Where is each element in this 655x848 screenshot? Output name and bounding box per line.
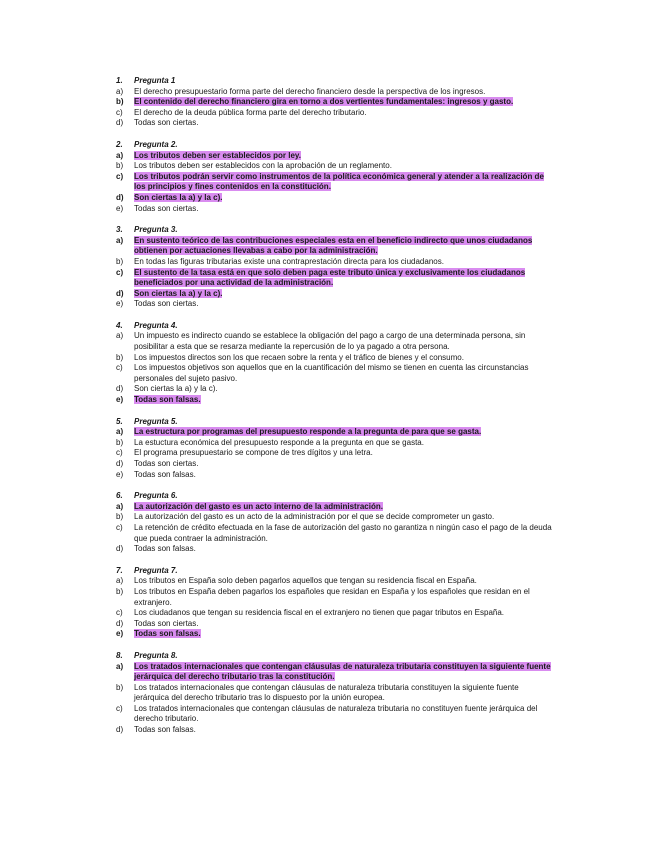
answer-option-highlighted [116,502,556,513]
answer-option [116,704,556,725]
option-text: Todas son ciertas. [134,203,199,213]
option-label: d) [116,544,124,554]
option-label: e) [116,203,124,213]
question-8 [116,651,556,736]
answer-option [116,448,556,459]
option-label: a) [116,150,124,160]
option-text: Los ciudadanos que tengan su residencia fiscal en el extranjero no tienen que pagar tributos en España. [134,608,505,618]
option-text: Los impuestos objetivos son aquellos que en la cuantificación del mismo se tienen en cuenta las circunstancias personales del sujeto pasivo. [134,363,529,383]
question-number: 1. [116,76,123,85]
question-1 [116,76,556,129]
answer-option-highlighted [116,172,556,193]
answer-option [116,87,556,98]
answer-option [116,161,556,172]
option-text: Todas son falsas. [134,395,201,405]
option-label: c) [116,448,123,458]
answer-option-highlighted [116,268,556,289]
answer-option [116,384,556,395]
option-label: c) [116,267,124,277]
option-label: d) [116,459,124,468]
option-label: b) [116,437,124,447]
option-text: Son ciertas la a) y la c). [134,192,223,202]
option-text: La estuctura económica del presupuesto responde a la pregunta en que se gasta. [134,437,424,447]
question-number: 5. [116,416,123,426]
answer-option [116,587,556,608]
option-text: Todas son falsas. [134,544,196,554]
option-text: Todas son falsas. [134,469,196,479]
answer-option-highlighted [116,662,556,683]
question-4 [116,321,556,406]
option-label: b) [116,682,124,692]
option-text: El contenido del derecho financiero gira en torno a dos vertientes fundamentales: ingresos y gasto. [134,97,514,107]
option-text: Los tributos en España deben pagarlos los españoles que residan en España y los españoles que residan en el extranjero. [134,586,530,607]
answer-option [116,683,556,704]
option-label: a) [116,661,124,671]
option-label: a) [116,501,124,511]
question-title: Pregunta 5. [134,416,178,426]
option-text: Los tratados internacionales que contengan cláusulas de naturaleza tributaria constituyen la siguiente fuente jerárquica del derecho tributario tras la constitución. [134,661,551,682]
question-number: 2. [116,139,123,149]
option-text: Todas son ciertas. [134,618,199,628]
answer-option [116,108,556,119]
option-label: e) [116,629,124,639]
option-text: El programa presupuestario se compone de tres dígitos y una letra. [134,448,373,458]
question-number: 8. [116,650,123,660]
option-text: Los tributos podrán servir como instrumentos de la política económica general y atender a la realización de los principios y fines contenidos en la constitución. [134,171,544,192]
option-label: d) [116,384,124,394]
option-label: a) [116,235,124,245]
option-label: d) [116,118,124,128]
option-label: b) [116,256,124,266]
answer-option-highlighted [116,629,556,640]
answer-option [116,576,556,587]
question-title: Pregunta 6. [134,491,178,501]
option-text: La estructura por programas del presupuesto responde a la pregunta de para que se gasta. [134,427,482,437]
answer-option-highlighted [116,97,556,108]
option-text: Los tratados internacionales que contengan cláusulas de naturaleza tributaria no constituyen fuente jerárquica del derecho tributario. [134,703,538,724]
option-text: Un impuesto es indirecto cuando se establece la obligación del pago a cargo de una determinada persona, sin posibilitar a esta que se resarza mediante la repercusión de lo ya pagado a otra persona. [134,331,526,352]
answer-option [116,363,556,384]
option-text: El sustento de la tasa está en que solo deben paga este tributo única y exclusivamente los ciudadanos beneficiados por una actividad de la administración. [134,267,526,288]
option-text: La autorización del gasto es un acto de la administración por el que se decide comprometer un gasto. [134,512,495,522]
option-text: Los tributos en España solo deben pagarlos aquellos que tengan su residencia fiscal en España. [134,576,477,586]
option-label: c) [116,363,123,373]
option-text: El derecho de la deuda pública forma parte del derecho tributario. [134,107,367,117]
option-text: Todas son falsas. [134,725,196,735]
option-label: e) [116,395,124,405]
question-number: 6. [116,491,123,501]
answer-option [116,204,556,215]
answer-option-highlighted [116,236,556,257]
question-title: Pregunta 4. [134,320,178,330]
option-text: Los tratados internacionales que contengan cláusulas de naturaleza tributaria constituyen la siguiente fuente jerárquica del derecho tributario tras lo dispuesto por la unión europea. [134,682,519,703]
option-label: e) [116,469,124,479]
question-title: Pregunta 1 [134,76,176,85]
question-title: Pregunta 7. [134,565,178,575]
option-label: b) [116,97,124,107]
question-title-row [116,225,556,236]
answer-option [116,257,556,268]
option-label: a) [116,427,124,437]
question-title-row [116,76,556,87]
option-text: La retención de crédito efectuada en la fase de autorización del gasto no garantiza n ningún caso el pago de la deuda que pueda contraer la administración. [134,522,552,543]
option-label: a) [116,576,124,586]
question-title: Pregunta 8. [134,650,178,660]
option-label: c) [116,171,124,181]
option-label: a) [116,86,124,96]
option-text: Los tributos deben ser establecidos con la aprobación de un reglamento. [134,161,392,171]
question-title-row [116,651,556,662]
answer-option [116,523,556,544]
question-title: Pregunta 2. [134,139,178,149]
option-label: d) [116,288,124,298]
question-7 [116,566,556,640]
answer-option [116,331,556,352]
question-number: 4. [116,320,123,330]
question-title-row [116,140,556,151]
answer-option-highlighted [116,193,556,204]
answer-option [116,619,556,630]
answer-option [116,118,556,129]
option-label: b) [116,352,124,362]
option-text: Los tributos deben ser establecidos por ley. [134,150,302,160]
question-number: 7. [116,565,123,575]
question-title-row [116,417,556,428]
option-text: En todas las figuras tributarias existe una contraprestación directa para los ciudadanos. [134,256,444,266]
option-text: Todas son ciertas. [134,118,199,128]
option-label: a) [116,331,124,341]
question-6 [116,491,556,555]
option-text: Todas son ciertas. [134,299,199,309]
question-title-row [116,321,556,332]
question-title-row [116,491,556,502]
question-title-row [116,566,556,577]
option-label: b) [116,512,124,522]
option-text: Son ciertas la a) y la c). [134,288,223,298]
option-label: c) [116,107,123,117]
option-text: Todas son falsas. [134,629,201,639]
answer-option-highlighted [116,395,556,406]
option-text: La autorización del gasto es un acto interno de la administración. [134,501,383,511]
option-label: e) [116,299,124,309]
answer-option [116,299,556,310]
answer-option [116,608,556,619]
option-label: c) [116,608,123,618]
answer-option [116,512,556,523]
question-title: Pregunta 3. [134,225,178,235]
answer-option-highlighted [116,151,556,162]
option-label: b) [116,161,124,171]
question-2 [116,140,556,214]
answer-option [116,459,556,470]
option-text: Todas son ciertas. [134,459,199,468]
answer-option [116,725,556,736]
option-label: d) [116,192,124,202]
question-number: 3. [116,225,123,235]
question-3 [116,225,556,310]
option-text: En sustento teórico de las contribuciones especiales esta en el beneficio indirecto que unos ciudadanos obtienen por actuaciones llevabas a cabo por la administración. [134,235,533,256]
answer-option [116,353,556,364]
question-5 [116,417,556,481]
answer-option-highlighted [116,289,556,300]
option-text: El derecho presupuestario forma parte del derecho financiero desde la perspectiva de los ingresos. [134,86,486,96]
option-label: b) [116,586,124,596]
answer-option-highlighted [116,427,556,438]
answer-option [116,544,556,555]
option-label: c) [116,522,123,532]
option-label: c) [116,703,123,713]
option-label: d) [116,618,124,628]
exam-document [116,76,556,747]
answer-option [116,438,556,449]
option-label: d) [116,725,124,735]
answer-option [116,470,556,481]
option-text: Son ciertas la a) y la c). [134,384,218,394]
option-text: Los impuestos directos son los que recaen sobre la renta y el tráfico de bienes y el consumo. [134,352,464,362]
